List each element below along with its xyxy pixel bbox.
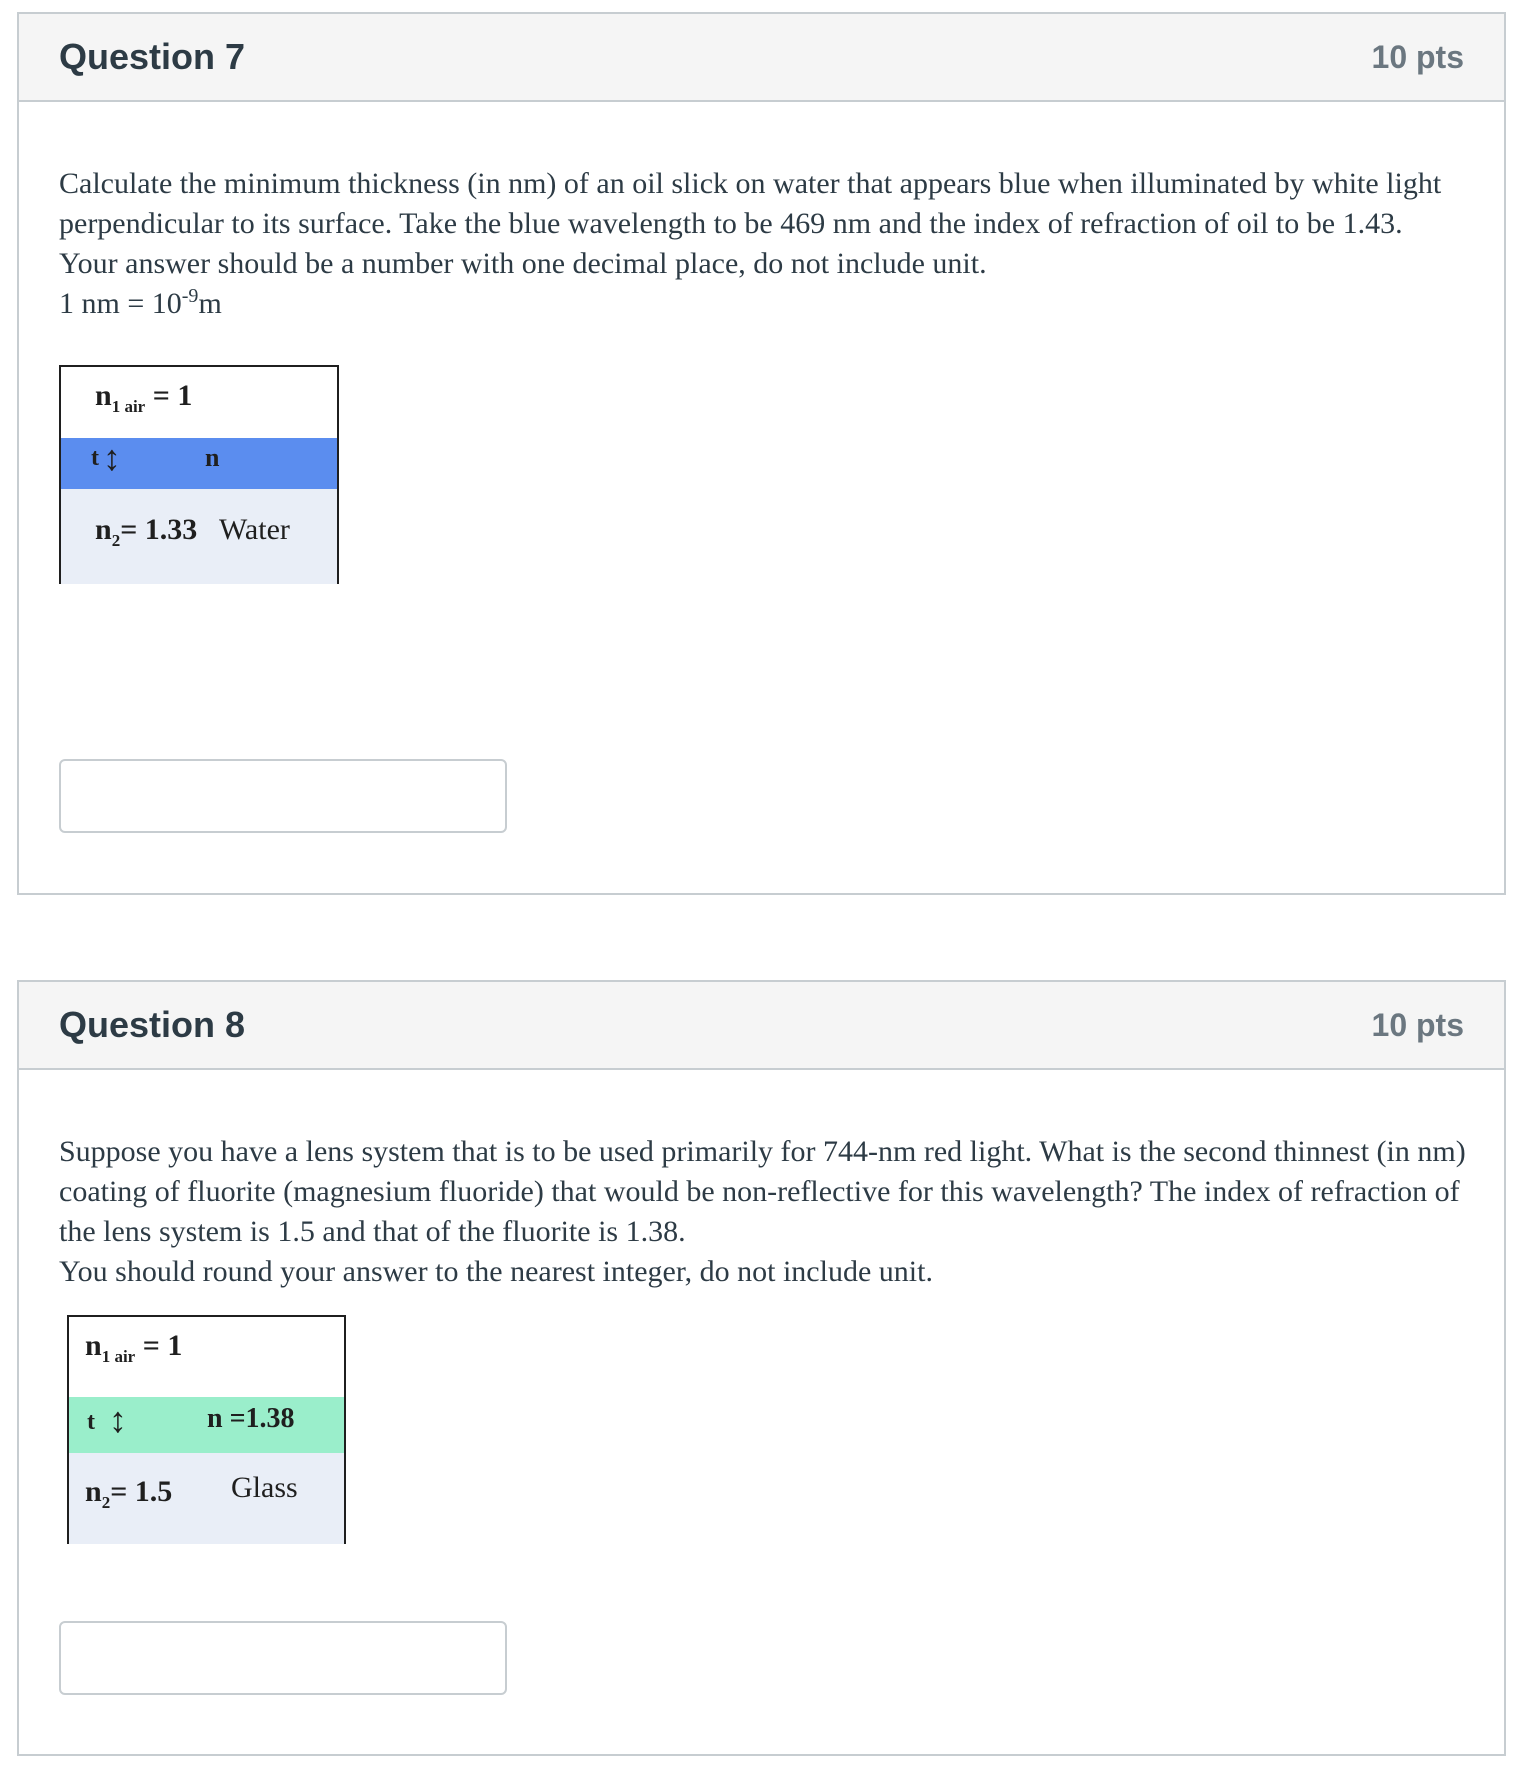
question-prompt: Calculate the minimum thickness (in nm) of an oil slick on water that appears blue when illuminated by white light perpendicular to its surface. Take the blue wavelength to be 469 nm and the index of refraction of oil to be 1.43. bbox=[59, 167, 1442, 240]
conversion-exponent: -9 bbox=[181, 285, 199, 307]
air-index-label: $n_{1 air} = 1$ bbox=[95, 379, 193, 416]
question-title: Question 8 bbox=[59, 1004, 246, 1045]
thin-film-diagram bbox=[59, 365, 339, 584]
question-8-card bbox=[17, 980, 1506, 1756]
air-index-label: $n_{1 air} = 1$ bbox=[85, 1329, 183, 1366]
answer-input[interactable] bbox=[59, 1621, 507, 1695]
question-header bbox=[19, 982, 1504, 1070]
question-points: 10 pts bbox=[1371, 39, 1464, 75]
film-index-label: n =1.38 bbox=[207, 1403, 295, 1434]
question-instruction: You should round your answer to the nearest integer, do not include unit. bbox=[59, 1255, 933, 1288]
question-prompt: Suppose you have a lens system that is to be used primarily for 744-nm red light. What is the second thinnest (in nm) coating of fluorite (magnesium fluoride) that would be non-reflective for this wavelength? The index of refraction of the lens system is 1.5 and that of the fluorite is 1.38. bbox=[59, 1135, 1466, 1248]
water-index-label: $n_2= 1.33$ bbox=[95, 513, 198, 550]
conversion-base: 1 nm = 10 bbox=[59, 287, 182, 320]
conversion-unit: m bbox=[198, 287, 222, 320]
glass-medium-label: Glass bbox=[231, 1471, 298, 1504]
answer-input[interactable] bbox=[59, 759, 507, 833]
thickness-label: t bbox=[91, 445, 99, 471]
thickness-arrow-icon: ↕ bbox=[109, 1400, 127, 1440]
question-7-card bbox=[17, 12, 1506, 895]
water-medium-label: Water bbox=[219, 513, 290, 546]
question-points: 10 pts bbox=[1371, 1007, 1464, 1043]
thickness-label: t bbox=[87, 1409, 95, 1435]
thickness-arrow-icon: ↕ bbox=[103, 438, 121, 478]
question-body bbox=[59, 1132, 1468, 1292]
unit-conversion bbox=[59, 284, 1468, 324]
question-body bbox=[59, 164, 1468, 324]
question-header bbox=[19, 14, 1504, 102]
question-title: Question 7 bbox=[59, 36, 246, 77]
glass-index-label: $n_2= 1.5$ bbox=[85, 1475, 173, 1512]
thin-film-diagram bbox=[67, 1315, 346, 1544]
film-index-label: n bbox=[205, 443, 220, 472]
question-instruction: Your answer should be a number with one decimal place, do not include unit. bbox=[59, 247, 987, 280]
